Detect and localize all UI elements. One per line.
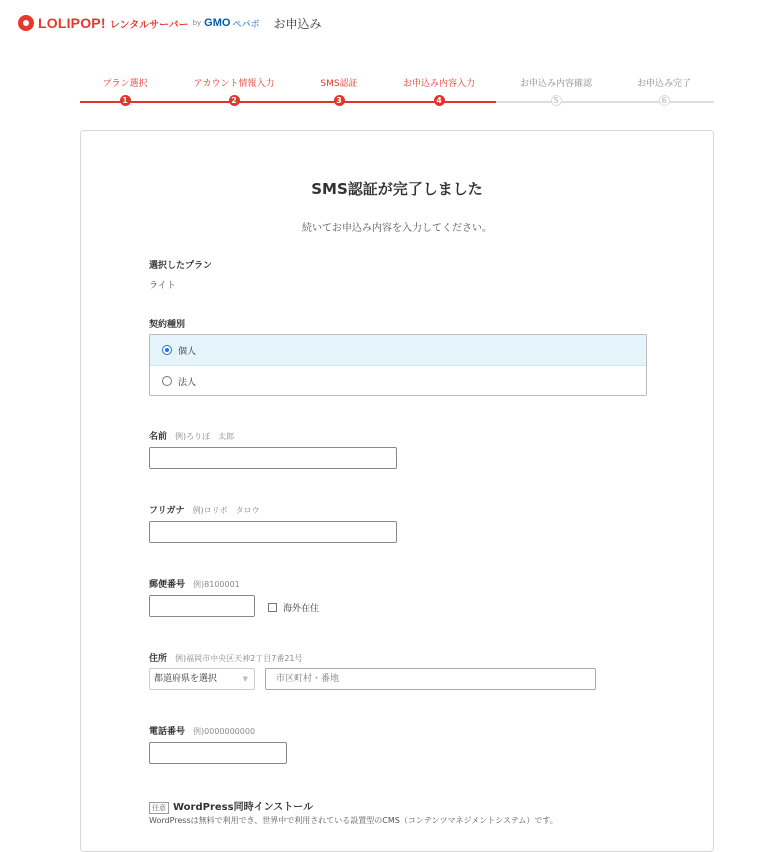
name-label: 名前 例)ろりぽ 太郎 (149, 432, 235, 442)
progress-steps (80, 76, 714, 112)
instruction-text: 続いてお申込み内容を入力してください。 (302, 223, 492, 234)
brand-subtitle: レンタルサーバー (109, 19, 189, 31)
name-example: 例)ろりぽ 太郎 (175, 432, 235, 441)
step-application-input: お申込み内容入力 4 (402, 79, 475, 105)
selected-plan-label: 選択したプラン (149, 261, 213, 271)
step-application-confirm: お申込み内容確認 5 (519, 79, 592, 105)
selected-plan-value: ライト (149, 281, 176, 291)
name-input[interactable] (149, 447, 397, 469)
gmo-logo: GMO (204, 17, 231, 29)
radio-selected-icon[interactable] (162, 345, 172, 355)
step-number: 2 (229, 95, 240, 106)
step-sms-auth: SMS認証 3 (320, 79, 358, 105)
brand-name[interactable]: LOLIPOP! (38, 15, 106, 31)
zip-input[interactable] (149, 595, 255, 617)
step-number: 3 (334, 95, 345, 106)
contract-type-individual[interactable]: 個人 (150, 335, 646, 366)
address-label: 住所 例)福岡市中央区天神2丁目7番21号 (149, 654, 303, 664)
city-input[interactable] (265, 668, 596, 690)
phone-example: 例)0000000000 (193, 727, 256, 736)
contract-type-label: 契約種別 (149, 320, 186, 330)
gmo-pepabo-logo: ペパボ (232, 19, 260, 30)
step-number: 4 (434, 95, 445, 106)
site-header (18, 10, 321, 36)
wordpress-description: WordPressは無料で利用でき、世界中で利用されている設置型のCMS（コンテンツマネジメントシステム）です。 (149, 816, 558, 825)
wordpress-install-label: 任意 WordPress同時インストール (149, 798, 313, 814)
application-form-card (80, 130, 714, 852)
kana-input[interactable] (149, 521, 397, 543)
overseas-checkbox[interactable] (268, 603, 277, 612)
kana-label: フリガナ 例)ロリポ タロウ (149, 506, 260, 516)
kana-example: 例)ロリポ タロウ (192, 506, 260, 515)
brand-by: by (192, 19, 202, 27)
radio-unselected-icon[interactable] (162, 376, 172, 386)
lolipop-logo-icon (18, 15, 34, 31)
phone-label: 電話番号 例)0000000000 (149, 727, 256, 737)
contract-type-radio-group (149, 334, 647, 396)
step-number: 1 (120, 95, 131, 106)
phone-input[interactable] (149, 742, 287, 764)
overseas-label: 海外在住 (283, 604, 320, 614)
zip-label: 郵便番号 例)8100001 (149, 580, 240, 590)
optional-badge: 任意 (149, 802, 169, 814)
step-account-info: アカウント情報入力 2 (193, 79, 275, 105)
step-number: 5 (551, 95, 562, 106)
zip-example: 例)8100001 (193, 580, 240, 589)
prefecture-select[interactable]: 都道府県を選択 ▼ (149, 668, 255, 690)
contract-type-corporate[interactable]: 法人 (150, 366, 646, 396)
step-number: 6 (659, 95, 670, 106)
city-placeholder: 市区町村・番地 (276, 674, 340, 684)
page-title: お申込み (273, 16, 322, 31)
sms-complete-heading: SMS認証が完了しました (311, 180, 483, 198)
address-example: 例)福岡市中央区天神2丁目7番21号 (175, 654, 303, 663)
step-plan-select: プラン選択 1 (102, 79, 148, 105)
chevron-down-icon: ▼ (242, 675, 248, 683)
step-application-complete: お申込み完了 6 (636, 79, 691, 105)
overseas-checkbox-wrap[interactable] (268, 601, 319, 614)
